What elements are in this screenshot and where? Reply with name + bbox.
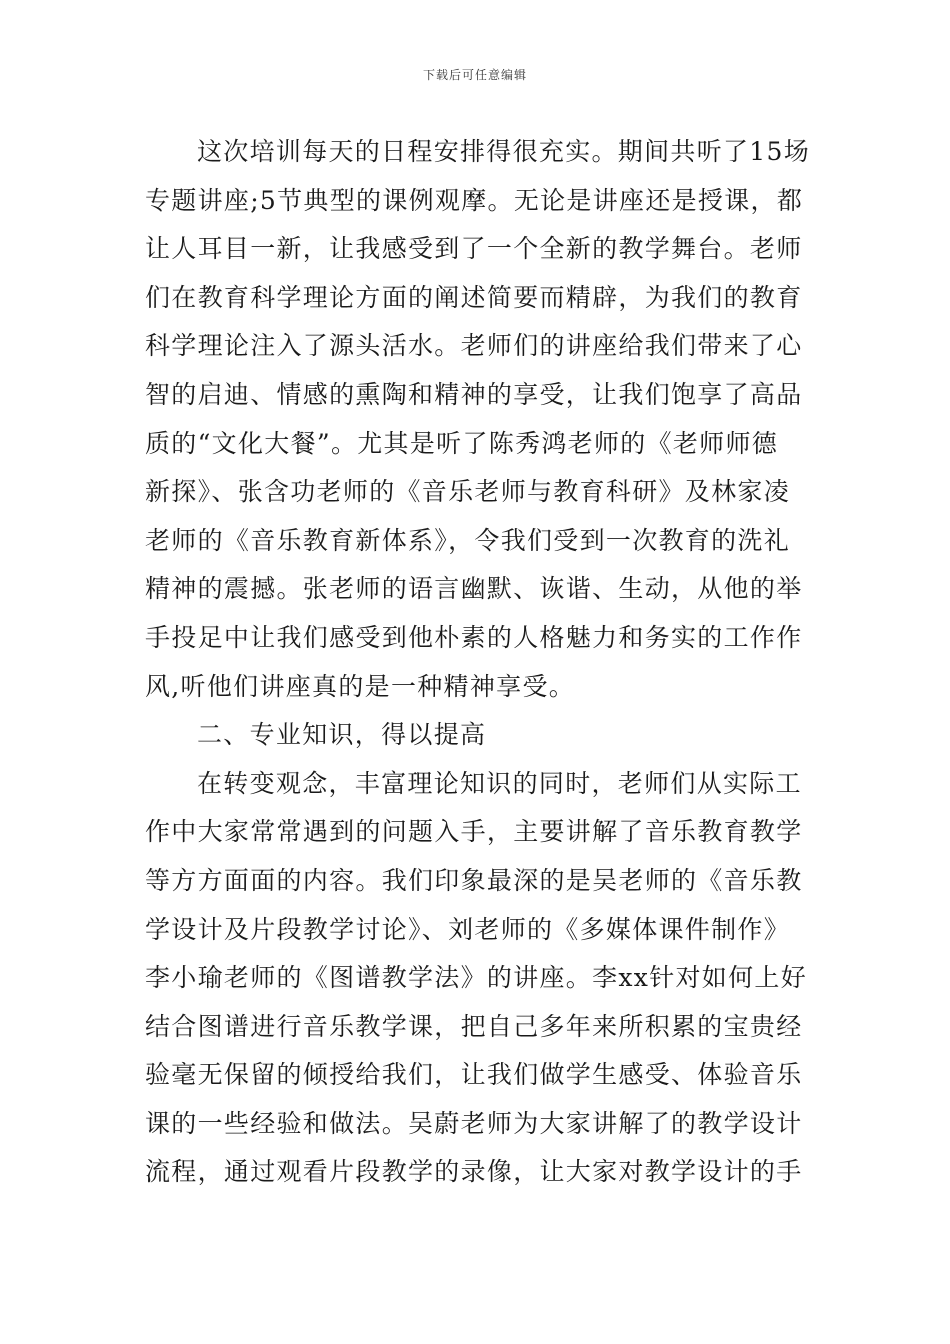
text-line: 验毫无保留的倾授给我们，让我们做学生感受、体验音乐 [145,1060,803,1090]
text-line: 智的启迪、情感的熏陶和精神的享受，让我们饱享了高品 [145,379,803,409]
text-line: 科学理论注入了源头活水。老师们的讲座给我们带来了心 [145,331,803,361]
text-line: 风,听他们讲座真的是一种精神享受。 [145,671,576,701]
text-line: 让人耳目一新，让我感受到了一个全新的教学舞台。老师 [145,234,803,264]
text-line: 二、专业知识，得以提高 [197,720,487,750]
text-line: 质的“文化大餐”。尤其是听了陈秀鸿老师的《老师师德 [145,428,779,458]
text-line: 流程，通过观看片段教学的录像，让大家对教学设计的手 [145,1157,803,1187]
text-line: 李小瑜老师的《图谱教学法》的讲座。李xx针对如何上好 [145,963,808,993]
text-line: 手投足中让我们感受到他朴素的人格魅力和务实的工作作 [145,622,803,652]
text-line: 在转变观念，丰富理论知识的同时，老师们从实际工 [197,768,802,798]
text-line: 精神的震撼。张老师的语言幽默、诙谐、生动，从他的举 [145,574,803,604]
text-line: 们在教育科学理论方面的阐述简要而精辟，为我们的教育 [145,282,803,312]
header-note: 下载后可任意编辑 [422,68,527,82]
text-line: 结合图谱进行音乐教学课，把自己多年来所积累的宝贵经 [145,1011,803,1041]
document-body [145,128,810,1197]
text-line: 新探》、张含功老师的《音乐老师与教育科研》及林家凌 [145,477,791,507]
text-line: 专题讲座;5节典型的课例观摩。无论是讲座还是授课，都 [145,185,804,215]
text-line: 等方方面面的内容。我们印象最深的是吴老师的《音乐教 [145,865,803,895]
text-line: 课的一些经验和做法。吴蔚老师为大家讲解了的教学设计 [145,1108,803,1138]
text-line: 老师的《音乐教育新体系》，令我们受到一次教育的洗礼 [145,525,791,555]
text-line: 这次培训每天的日程安排得很充实。期间共听了15场 [197,137,810,166]
text-line: 学设计及片段教学讨论》、刘老师的《多媒体课件制作》 [145,914,791,944]
text-line: 作中大家常常遇到的问题入手，主要讲解了音乐教育教学 [145,817,803,847]
